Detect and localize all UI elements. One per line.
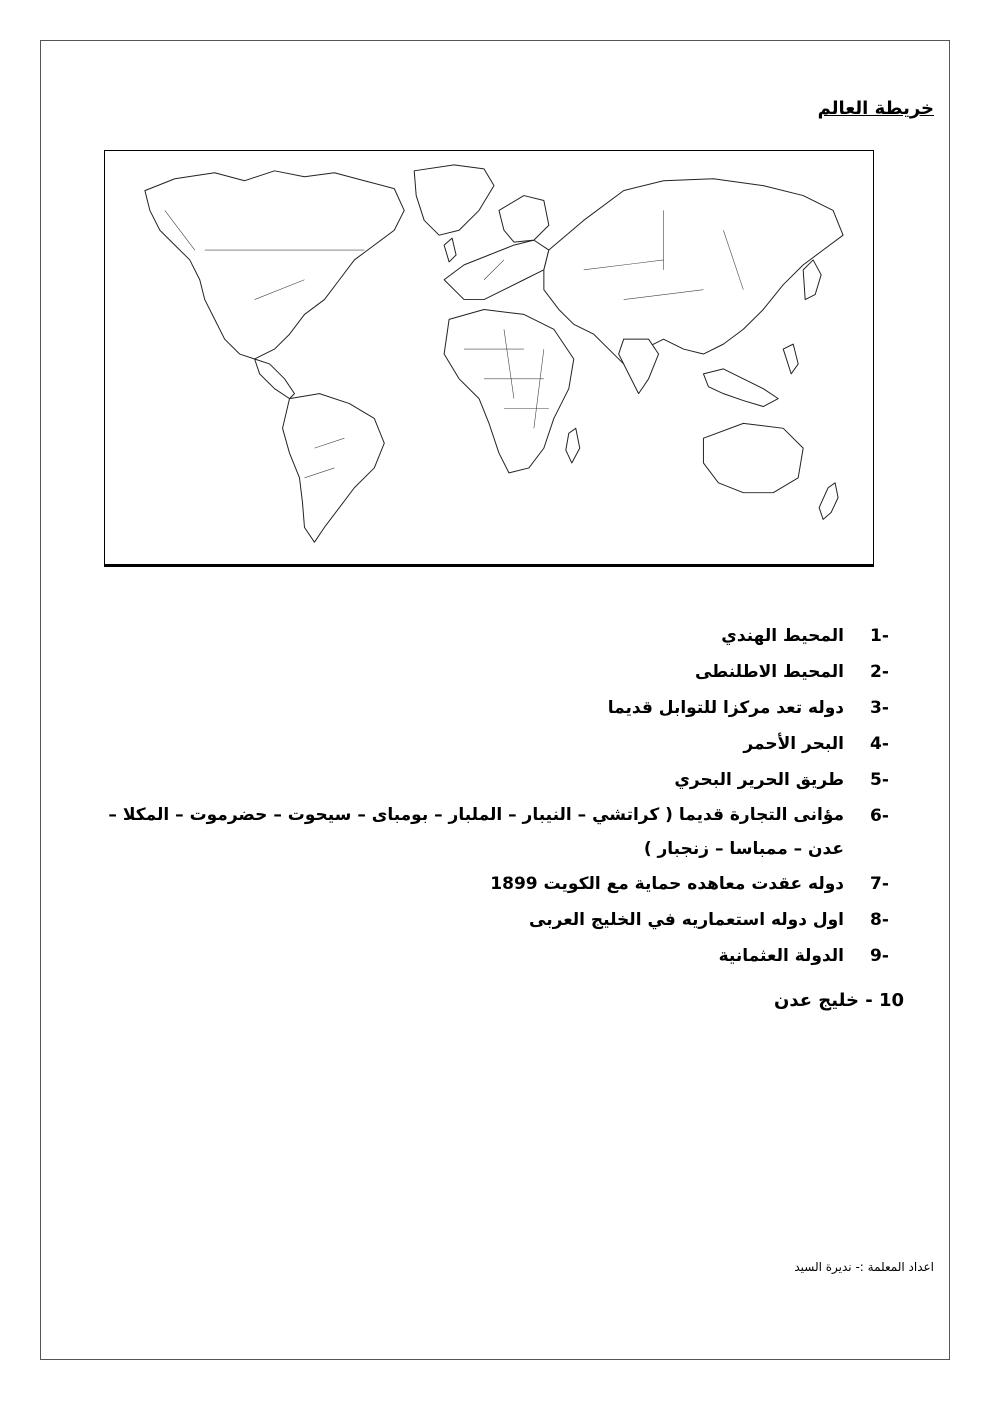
list-item	[74, 690, 904, 726]
question-list	[74, 618, 904, 974]
list-item	[74, 938, 904, 974]
item-text: طريق الحرير البحري	[674, 770, 844, 790]
list-item	[74, 902, 904, 938]
world-map	[104, 150, 874, 567]
list-item	[74, 726, 904, 762]
item-text: الدولة العثمانية	[718, 946, 844, 966]
item-text: مؤانى التجارة قديما ( كراتشي – النيبار – الملبار – بومباى – سيحوت – حضرموت – المكلا – عدن – ممباسا – زنجبار )	[108, 805, 844, 859]
page-title: خريطة العالم	[817, 98, 934, 119]
item-text: المحيط الاطلنطى	[694, 662, 844, 682]
item-number: 8-	[870, 910, 889, 930]
item-text: دوله تعد مركزا للتوابل قديما	[607, 698, 844, 718]
item-number: 2-	[870, 662, 889, 682]
list-item	[74, 798, 904, 866]
list-item	[74, 618, 904, 654]
item-number: 4-	[870, 734, 889, 754]
item-number: 5-	[870, 770, 889, 790]
item-number: 6-	[870, 806, 889, 826]
list-item-10: 10 - خليج عدن	[773, 990, 904, 1011]
list-item	[74, 866, 904, 902]
author-credit: اعداد المعلمة :- نديرة السيد	[794, 1260, 934, 1274]
item-text: البحر الأحمر	[743, 734, 844, 754]
item-text: دوله عقدت معاهده حماية مع الكويت 1899	[490, 874, 844, 894]
world-map-outline-icon	[105, 151, 873, 564]
item-number: 7-	[870, 874, 889, 894]
item-text: المحيط الهندي	[721, 626, 844, 646]
item-number: 3-	[870, 698, 889, 718]
item-number: 1-	[870, 626, 889, 646]
item-number: 9-	[870, 946, 889, 966]
list-item	[74, 762, 904, 798]
list-item	[74, 654, 904, 690]
item-text: اول دوله استعماريه في الخليج العربى	[529, 910, 844, 930]
